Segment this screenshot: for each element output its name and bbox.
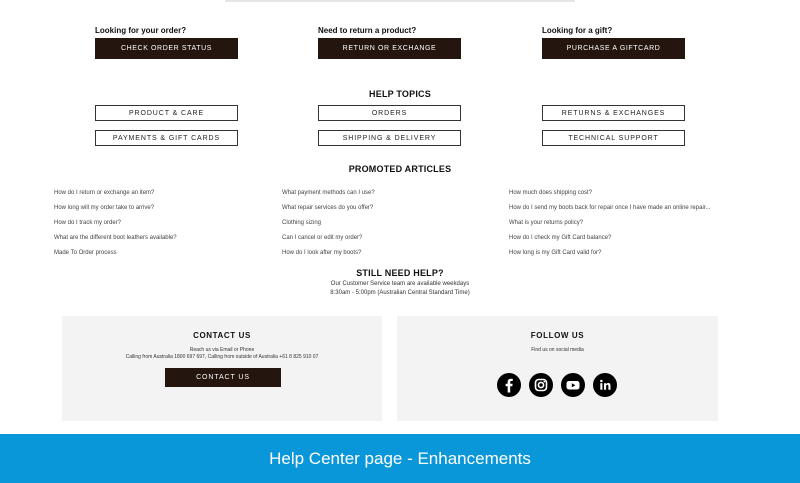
follow-subtitle: Find us on social media [531, 347, 584, 353]
return-or-exchange-button[interactable]: RETURN OR EXCHANGE [318, 38, 461, 59]
article-link[interactable]: How much does shipping cost? [509, 190, 593, 196]
check-order-status-button[interactable]: CHECK ORDER STATUS [95, 38, 238, 59]
article-link[interactable]: How do I send my boots back for repair once I have made an online repair... [509, 205, 711, 211]
topic-shipping-delivery[interactable]: SHIPPING & DELIVERY [318, 130, 461, 146]
article-link[interactable]: What is your returns policy? [509, 220, 584, 226]
help-topics-title: HELP TOPICS [369, 89, 431, 99]
follow-panel [397, 316, 718, 421]
articles-column-2 [282, 190, 375, 265]
article-link[interactable]: Can I cancel or edit my order? [282, 235, 363, 241]
article-link[interactable]: How do I look after my boots? [282, 250, 362, 256]
contact-panel [62, 316, 382, 421]
article-link[interactable]: Clothing sizing [282, 220, 322, 226]
articles-column-3 [509, 190, 710, 265]
support-hours-line-2: 8:30am - 5:00pm (Australian Central Standard Time) [330, 290, 470, 296]
articles-column-1 [54, 190, 177, 265]
quick-action-order [95, 26, 238, 59]
contact-us-button[interactable]: CONTACT US [165, 368, 281, 387]
article-link[interactable]: How do I track my order? [54, 220, 122, 226]
article-link[interactable]: How do I check my Gift Card balance? [509, 235, 612, 241]
footer-caption-bar [0, 434, 800, 483]
top-divider [225, 0, 575, 2]
still-need-help-title: STILL NEED HELP? [356, 268, 444, 278]
quick-action-gift [542, 26, 685, 59]
purchase-giftcard-button[interactable]: PURCHASE A GIFTCARD [542, 38, 685, 59]
promoted-articles-title: PROMOTED ARTICLES [348, 164, 452, 174]
quick-action-label: Looking for a gift? [542, 26, 613, 35]
article-link[interactable]: How long is my Gift Card valid for? [509, 250, 602, 256]
article-link[interactable]: How long will my order take to arrive? [54, 205, 155, 211]
youtube-icon[interactable] [561, 373, 585, 397]
follow-title: FOLLOW US [530, 331, 585, 340]
facebook-icon[interactable] [497, 373, 521, 397]
contact-title: CONTACT US [193, 331, 251, 340]
quick-action-label: Looking for your order? [95, 26, 187, 35]
quick-action-label: Need to return a product? [318, 26, 417, 35]
instagram-icon[interactable] [529, 373, 553, 397]
article-link[interactable]: What are the different boot leathers available? [54, 235, 177, 241]
topic-payments-gift-cards[interactable]: PAYMENTS & GIFT CARDS [95, 130, 238, 146]
article-link[interactable]: How do I return or exchange an item? [54, 190, 155, 196]
topic-product-care[interactable]: PRODUCT & CARE [95, 105, 238, 121]
footer-caption: Help Center page - Enhancements [269, 448, 531, 468]
contact-line-2: Calling from Australia 1800 697 697, Calling from outside of Australia +61 8 825 910 07 [125, 354, 319, 360]
quick-action-return [318, 26, 461, 59]
linkedin-icon[interactable] [593, 373, 617, 397]
topic-returns-exchanges[interactable]: RETURNS & EXCHANGES [542, 105, 685, 121]
topic-orders[interactable]: ORDERS [318, 105, 461, 121]
contact-line-1: Reach us via Email or Phone [189, 347, 255, 353]
support-hours-line-1: Our Customer Service team are available weekdays [330, 281, 470, 287]
topic-technical-support[interactable]: TECHNICAL SUPPORT [542, 130, 685, 146]
article-link[interactable]: What payment methods can I use? [282, 190, 375, 196]
article-link[interactable]: What repair services do you offer? [282, 205, 374, 211]
article-link[interactable]: Made To Order process [54, 250, 117, 256]
